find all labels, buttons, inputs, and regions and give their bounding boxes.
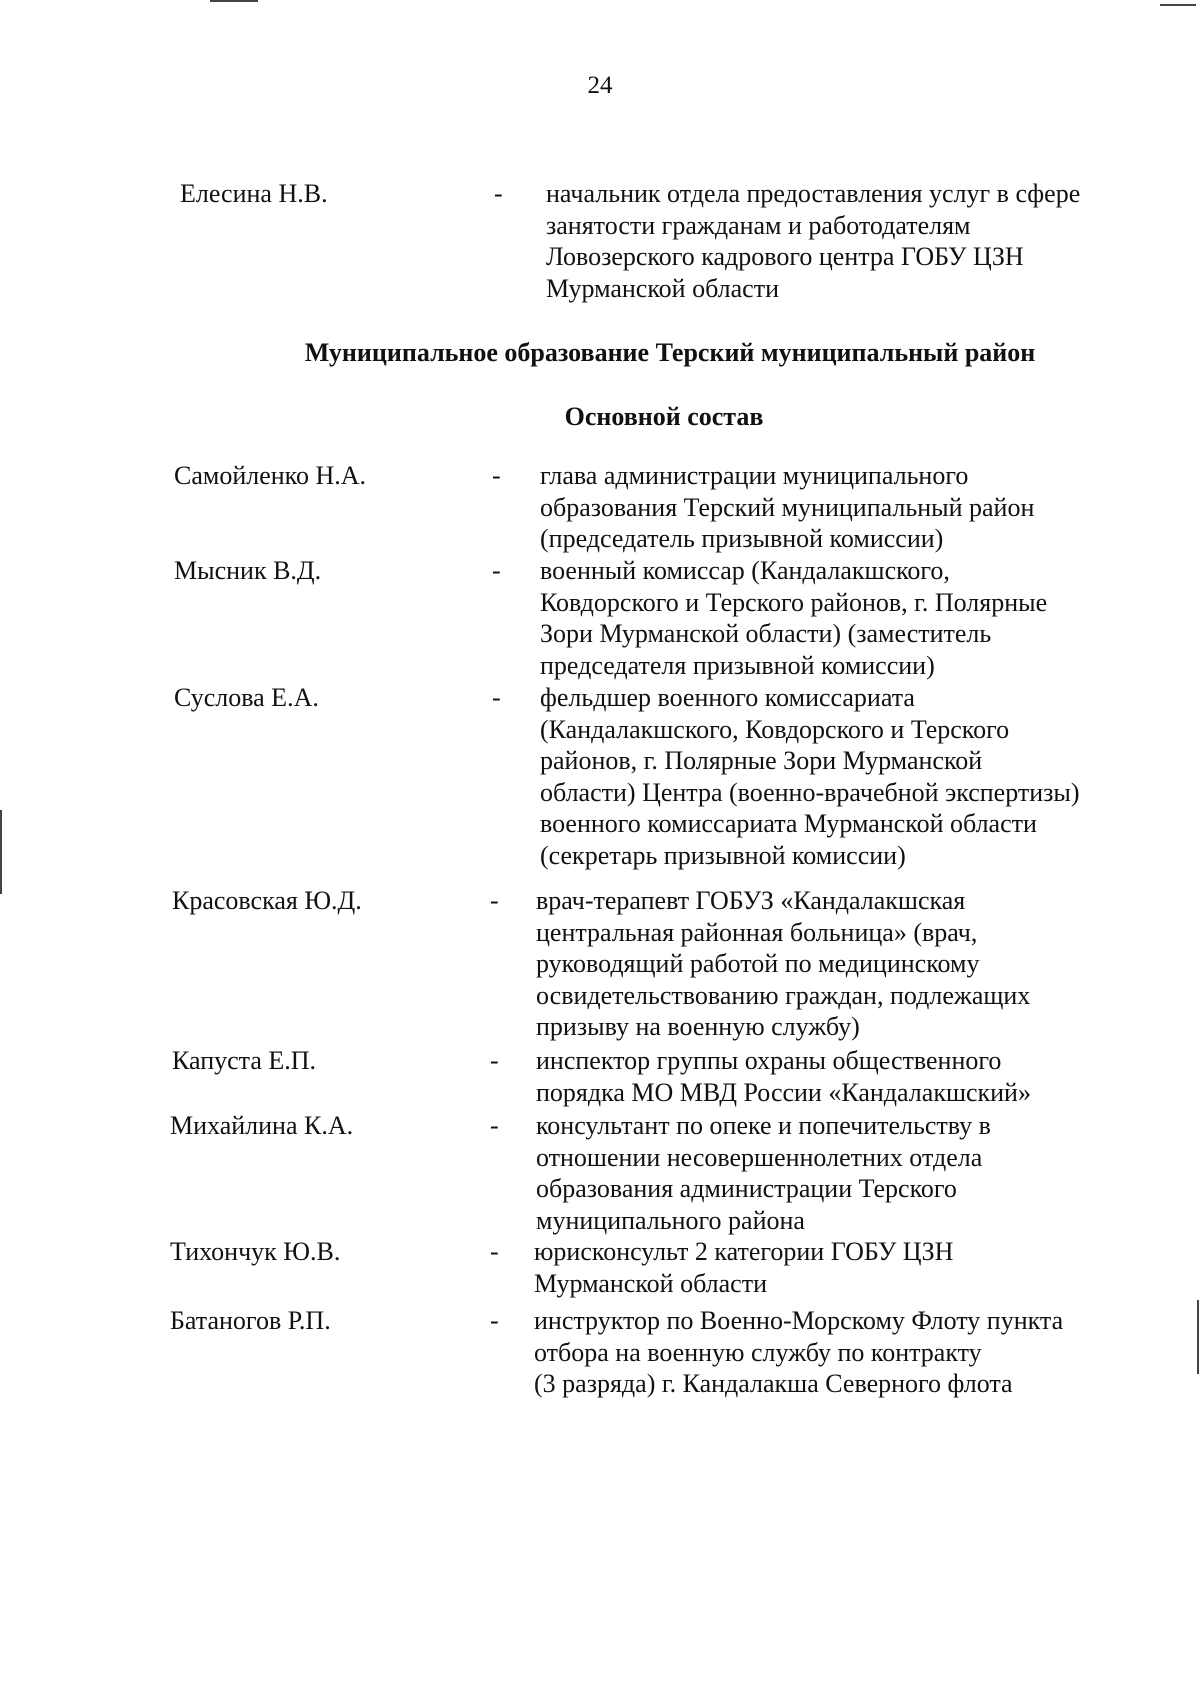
- description-line: муниципального района: [536, 1205, 805, 1235]
- member-name: Красовская Ю.Д.: [172, 886, 362, 915]
- description-line: освидетельствованию граждан, подлежащих: [536, 980, 1031, 1010]
- member-dash: -: [492, 461, 501, 490]
- member-description: [540, 460, 1034, 555]
- description-line: Мурманской области: [534, 1268, 767, 1298]
- member-name: Самойленко Н.А.: [174, 461, 367, 490]
- description-line: порядка МО МВД России «Кандалакшский»: [536, 1077, 1031, 1107]
- description-line: образования администрации Терского: [536, 1174, 957, 1203]
- description-line: Ловозерского кадрового центра ГОБУ ЦЗН: [546, 242, 1024, 271]
- section-title: Муниципальное образование Терский муниципальный район: [304, 338, 1036, 367]
- member-description: [534, 1236, 953, 1299]
- member-description: [536, 885, 1030, 1043]
- description-line: начальник отдела предоставления услуг в сфере: [546, 179, 1081, 208]
- description-line: инспектор группы охраны общественного: [536, 1046, 1002, 1075]
- member-name: Михайлина К.А.: [170, 1111, 354, 1140]
- subsection-title: Основной состав: [564, 402, 764, 431]
- page-number: 24: [587, 72, 613, 99]
- entry-name: Елесина Н.В.: [180, 179, 328, 208]
- member-description: [540, 555, 1047, 681]
- description-line: председателя призывной комиссии): [540, 650, 935, 680]
- description-line: военного комиссариата Мурманской области: [540, 809, 1037, 838]
- description-line: фельдшер военного комиссариата: [540, 683, 915, 712]
- member-dash: -: [490, 1306, 499, 1335]
- member-dash: -: [490, 1237, 499, 1266]
- description-line: (3 разряда) г. Кандалакша Северного флота: [534, 1369, 1013, 1398]
- member-dash: -: [490, 1046, 499, 1075]
- member-name: Батаногов Р.П.: [170, 1306, 331, 1335]
- description-line: Мурманской области: [546, 273, 779, 303]
- description-line: глава администрации муниципального: [540, 461, 969, 490]
- description-line: области) Центра (военно-врачебной экспертизы): [540, 777, 1080, 807]
- member-dash: -: [492, 556, 501, 585]
- member-dash: -: [490, 1111, 499, 1140]
- description-line: военный комиссар (Кандалакшского,: [540, 556, 950, 585]
- description-line: инструктор по Военно-Морскому Флоту пункта: [534, 1306, 1064, 1335]
- member-description: [536, 1045, 1031, 1108]
- description-line: (секретарь призывной комиссии): [540, 840, 906, 870]
- description-line: занятости гражданам и работодателям: [546, 210, 971, 240]
- description-line: районов, г. Полярные Зори Мурманской: [540, 746, 983, 775]
- scan-artifact-top-right: [1160, 4, 1196, 6]
- description-line: призыву на военную службу): [536, 1012, 860, 1041]
- description-line: отбора на военную службу по контракту: [534, 1337, 982, 1367]
- scan-artifact-top: [210, 0, 258, 2]
- member-dash: -: [490, 886, 499, 915]
- scan-artifact-right-edge: [1197, 1300, 1199, 1374]
- description-line: консультант по опеке и попечительству в: [536, 1111, 991, 1140]
- member-name: Тихончук Ю.В.: [170, 1237, 341, 1266]
- entry-description: [546, 178, 1080, 304]
- member-description: [540, 682, 1080, 871]
- description-line: (председатель призывной комиссии): [540, 524, 944, 553]
- description-line: врач-терапевт ГОБУЗ «Кандалакшская: [536, 886, 966, 915]
- description-line: руководящий работой по медицинскому: [536, 949, 980, 978]
- description-line: Зори Мурманской области) (заместитель: [540, 619, 992, 648]
- member-name: Капуста Е.П.: [172, 1046, 317, 1075]
- description-line: отношении несовершеннолетних отдела: [536, 1142, 983, 1172]
- member-description: [534, 1305, 1063, 1400]
- member-name: Суслова Е.А.: [174, 683, 319, 712]
- description-line: центральная районная больница» (врач,: [536, 917, 978, 947]
- member-dash: -: [492, 683, 501, 712]
- scan-artifact-left-edge: [0, 810, 2, 894]
- description-line: (Кандалакшского, Ковдорского и Терского: [540, 714, 1010, 744]
- entry-dash: -: [494, 179, 503, 208]
- description-line: юрисконсульт 2 категории ГОБУ ЦЗН: [534, 1237, 954, 1266]
- description-line: Ковдорского и Терского районов, г. Полярные: [540, 587, 1048, 617]
- member-description: [536, 1110, 991, 1236]
- member-name: Мысник В.Д.: [174, 556, 322, 585]
- description-line: образования Терский муниципальный район: [540, 492, 1035, 522]
